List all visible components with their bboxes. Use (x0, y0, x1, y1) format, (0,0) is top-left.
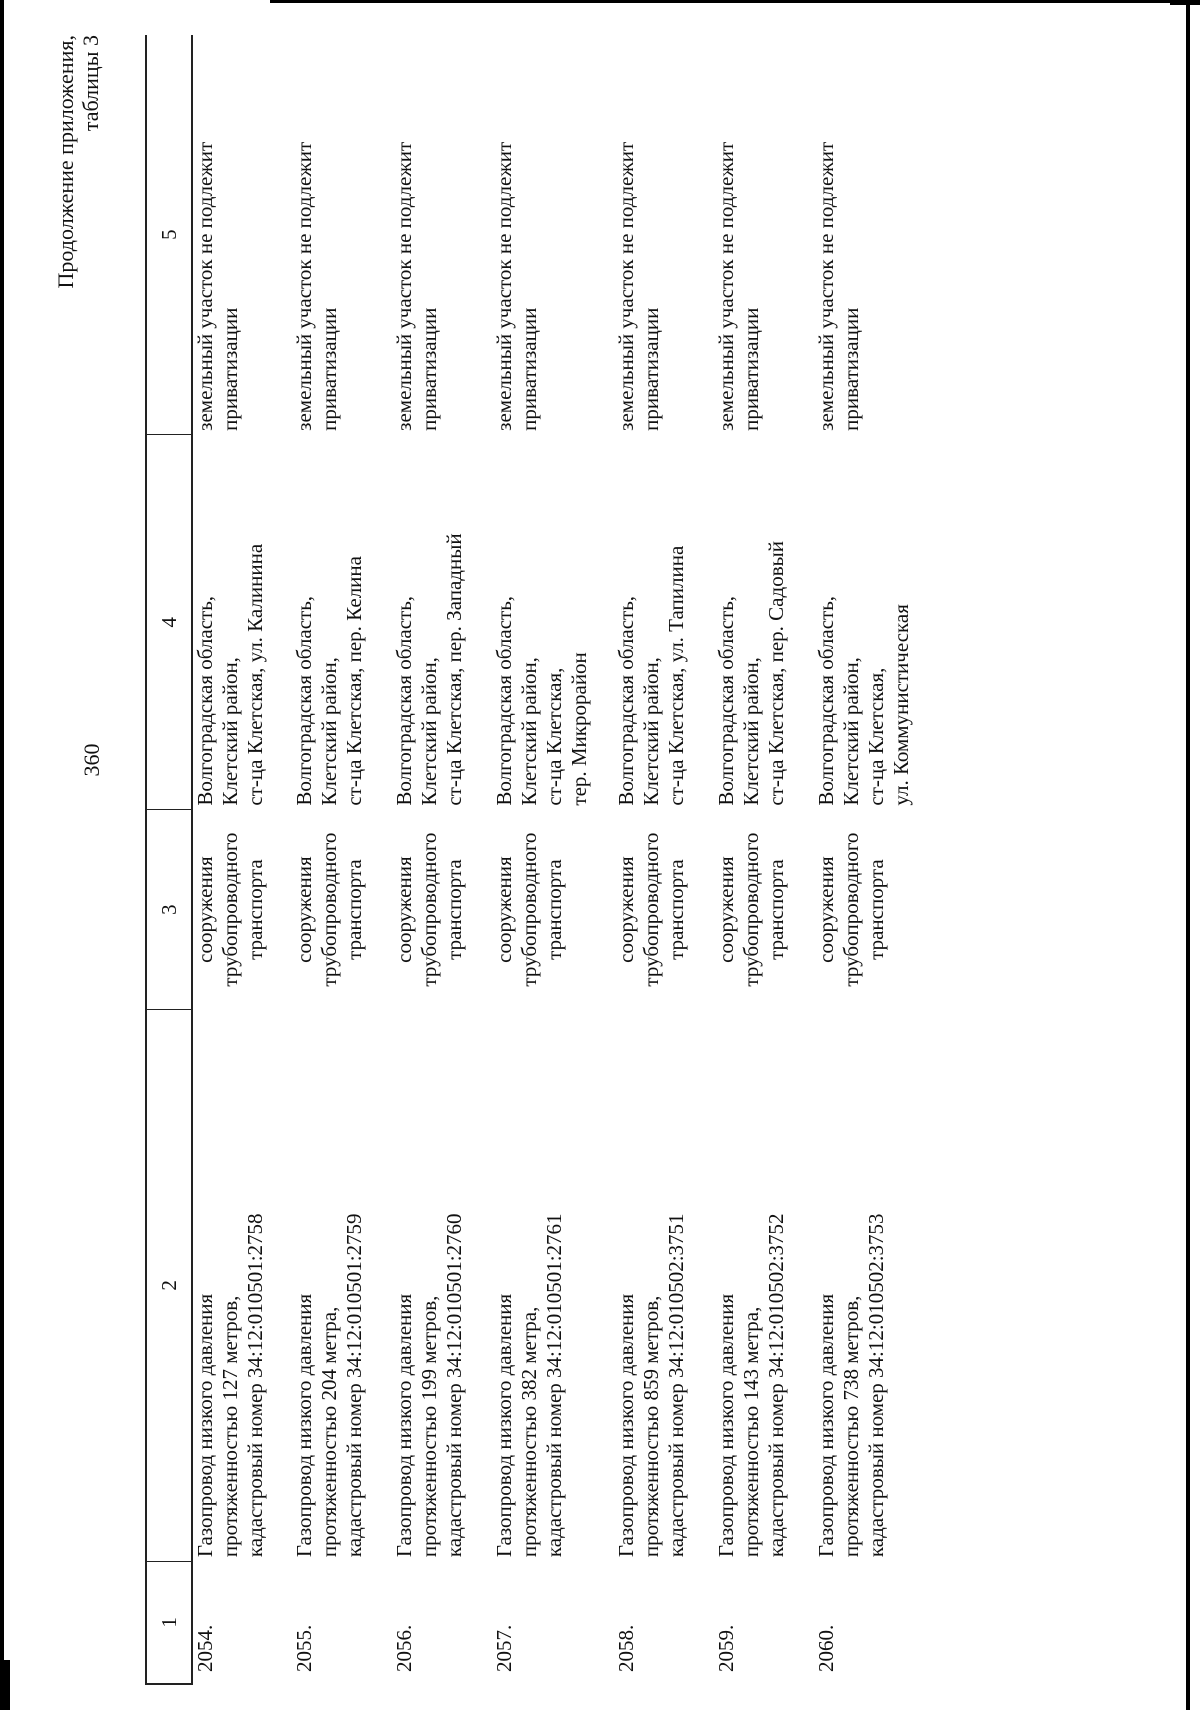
object-address-line: Волгоградская область, (392, 595, 416, 806)
object-name (714, 1010, 814, 1562)
object-address (814, 435, 936, 810)
object-category-line: сооружения (614, 856, 638, 963)
table-row (192, 35, 292, 1684)
object-address-line: Волгоградская область, (814, 595, 838, 806)
object-note-line: приватизации (839, 307, 863, 431)
object-category-line: транспорта (664, 859, 688, 960)
object-address-line: Клетский район, (839, 657, 863, 806)
object-category-line: транспорта (342, 859, 366, 960)
table-header (146, 35, 192, 1684)
object-name-line: кадастровый номер 34:12:010501:2758 (243, 1213, 267, 1558)
object-address-line: Волгоградская область, (614, 595, 638, 806)
object-note-line: земельный участок не подлежит (814, 141, 838, 431)
row-number: 2059. (714, 1624, 738, 1672)
object-address-line: ст-ца Клетская, пер. Садовый (764, 541, 788, 806)
continuation-line: таблицы 3 (78, 35, 103, 132)
object-name-line: Газопровод низкого давления (392, 1293, 416, 1558)
object-address-line: Клетский район, (517, 657, 541, 806)
object-address-line: Волгоградская область, (193, 595, 217, 806)
object-name-line: кадастровый номер 34:12:010502:3752 (764, 1213, 788, 1558)
object-category-line: транспорта (764, 859, 788, 960)
object-category-line: транспорта (864, 859, 888, 960)
object-name-line: протяженностью 204 метра, (317, 1306, 341, 1558)
object-name-line: Газопровод низкого давления (292, 1293, 316, 1558)
object-note-line: земельный участок не подлежит (614, 141, 638, 431)
object-note-line: приватизации (517, 307, 541, 431)
object-name-line: кадастровый номер 34:12:010501:2761 (542, 1213, 566, 1558)
object-name (814, 1010, 936, 1562)
object-address-line: ул. Коммунистическая (889, 604, 913, 806)
object-name-line: кадастровый номер 34:12:010501:2760 (442, 1213, 466, 1558)
object-category-line: транспорта (442, 859, 466, 960)
object-address-line: Клетский район, (739, 657, 763, 806)
header-col-3: 3 (146, 810, 192, 1010)
object-name-line: протяженностью 127 метров, (218, 1295, 242, 1558)
row-number: 2057. (492, 1624, 516, 1672)
object-address (714, 435, 814, 810)
object-note-line: земельный участок не подлежит (292, 141, 316, 431)
object-address-line: ст-ца Клетская, ул. Тапилина (664, 545, 688, 806)
object-address-line: Клетский район, (218, 657, 242, 806)
object-name-line: протяженностью 199 метров, (417, 1295, 441, 1558)
object-name (614, 1010, 714, 1562)
header-col-4: 4 (146, 435, 192, 810)
object-note-line: земельный участок не подлежит (714, 141, 738, 431)
object-name-line: протяженностью 382 метра, (517, 1306, 541, 1558)
continuation-line: Продолжение приложения, (53, 35, 78, 289)
object-category (292, 810, 392, 1010)
object-category (614, 810, 714, 1010)
object-address-line: Клетский район, (417, 657, 441, 806)
object-note-line: приватизации (317, 307, 341, 431)
object-address (492, 435, 614, 810)
object-category-line: транспорта (243, 859, 267, 960)
object-category-line: сооружения (814, 856, 838, 963)
object-address-line: ст-ца Клетская, пер. Западный (442, 533, 466, 806)
object-name-line: кадастровый номер 34:12:010502:3753 (864, 1213, 888, 1558)
object-address-line: тер. Микрорайон (567, 652, 591, 806)
object-name-line: Газопровод низкого давления (193, 1293, 217, 1558)
table-body (192, 35, 936, 1684)
object-address-line: Волгоградская область, (292, 595, 316, 806)
object-category (814, 810, 936, 1010)
object-address-line: Волгоградская область, (714, 595, 738, 806)
object-category-line: трубопроводного (218, 832, 242, 987)
object-name-line: Газопровод низкого давления (814, 1293, 838, 1558)
row-number: 2060. (814, 1624, 838, 1672)
object-category-line: сооружения (714, 856, 738, 963)
object-note-line: приватизации (218, 307, 242, 431)
object-name-line: протяженностью 859 метров, (639, 1295, 663, 1558)
object-address-line: ст-ца Клетская, ул. Калинина (243, 543, 267, 806)
object-note-line: приватизации (417, 307, 441, 431)
row-number: 2054. (193, 1624, 217, 1672)
object-name (292, 1010, 392, 1562)
object-name-line: Газопровод низкого давления (714, 1293, 738, 1558)
table-row (292, 35, 392, 1684)
table-row (714, 35, 814, 1684)
object-category-line: сооружения (292, 856, 316, 963)
object-category-line: трубопроводного (417, 832, 441, 987)
object-category (192, 810, 292, 1010)
object-note (392, 35, 492, 435)
object-category-line: трубопроводного (839, 832, 863, 987)
object-name-line: протяженностью 143 метра, (739, 1306, 763, 1558)
register-table (145, 35, 936, 1685)
object-name-line: кадастровый номер 34:12:010501:2759 (342, 1213, 366, 1558)
object-category-line: сооружения (492, 856, 516, 963)
object-note-line: земельный участок не подлежит (492, 141, 516, 431)
object-address-line: ст-ца Клетская, пер. Келина (342, 556, 366, 806)
object-note (814, 35, 936, 435)
object-address-line: ст-ца Клетская, (542, 667, 566, 806)
object-category (492, 810, 614, 1010)
object-note-line: приватизации (739, 307, 763, 431)
row-number: 2058. (614, 1624, 638, 1672)
object-category (714, 810, 814, 1010)
object-address (614, 435, 714, 810)
object-note (492, 35, 614, 435)
page-number: 360 (79, 743, 104, 777)
row-number: 2056. (392, 1624, 416, 1672)
header-row (146, 35, 192, 1684)
object-address (392, 435, 492, 810)
object-note-line: приватизации (639, 307, 663, 431)
object-name-line: протяженностью 738 метров, (839, 1295, 863, 1558)
row-number: 2055. (292, 1624, 316, 1672)
header-col-2: 2 (146, 1010, 192, 1562)
object-category-line: трубопроводного (639, 832, 663, 987)
object-name (492, 1010, 614, 1562)
object-address (292, 435, 392, 810)
object-note-line: земельный участок не подлежит (392, 141, 416, 431)
table-row (492, 35, 614, 1684)
object-note (192, 35, 292, 435)
header-col-1: 1 (146, 1561, 192, 1684)
object-note (614, 35, 714, 435)
object-category-line: трубопроводного (517, 832, 541, 987)
object-address-line: ст-ца Клетская, (864, 667, 888, 806)
object-category-line: трубопроводного (739, 832, 763, 987)
table-row (392, 35, 492, 1684)
table-row (614, 35, 714, 1684)
header-col-5: 5 (146, 35, 192, 435)
object-name-line: Газопровод низкого давления (492, 1293, 516, 1558)
object-address-line: Волгоградская область, (492, 595, 516, 806)
object-note (292, 35, 392, 435)
object-name-line: Газопровод низкого давления (614, 1293, 638, 1558)
object-address-line: Клетский район, (317, 657, 341, 806)
object-category-line: сооружения (392, 856, 416, 963)
object-name-line: кадастровый номер 34:12:010502:3751 (664, 1213, 688, 1558)
object-note-line: земельный участок не подлежит (193, 141, 217, 431)
table-row (814, 35, 936, 1684)
object-category-line: сооружения (193, 856, 217, 963)
object-category-line: трубопроводного (317, 832, 341, 987)
object-note (714, 35, 814, 435)
object-name (392, 1010, 492, 1562)
object-address-line: Клетский район, (639, 657, 663, 806)
object-address (192, 435, 292, 810)
continuation-note (53, 35, 103, 330)
object-name (192, 1010, 292, 1562)
object-category (392, 810, 492, 1010)
object-category-line: транспорта (542, 859, 566, 960)
